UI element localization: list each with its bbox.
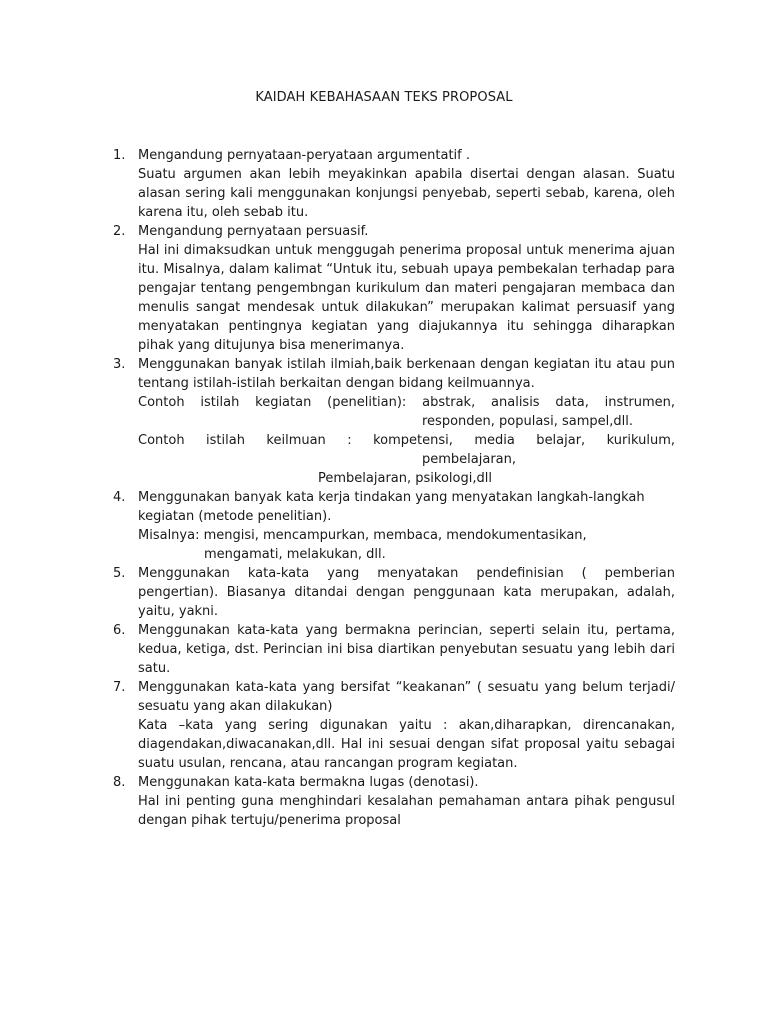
item-number: 8. (113, 775, 126, 790)
kegiatan-examples: Contoh istilah kegiatan (penelitian): abstrak, analisis data, instrumen, (138, 395, 675, 410)
list-item-2 (113, 222, 675, 355)
item-heading: Menggunakan kata-kata bermakna lugas (denotasi). (138, 775, 479, 790)
item-heading: Menggunakan kata-kata yang bersifat “keakanan” ( sesuatu yang belum terjadi/ sesuatu yang akan dilakukan) (138, 680, 675, 714)
keilmuan-examples: Contoh istilah keilmuan : kompetensi, media belajar, kurikulum, (138, 433, 675, 448)
item-text: Hal ini dimaksudkan untuk menggugah penerima proposal untuk menerima ajuan itu. Misalnya, dalam kalimat “Untuk itu, sebuah upaya pembekalan terhadap para pengajar tentang pengembngan kurikulum dan materi pengajaran membaca dan menulis sangat mendesak untuk dilakukan” merupakan kalimat persuasif yang menyatakan pentingnya kegiatan yang diajukannya itu sehingga diharapkan pihak yang ditujunya bisa menerimanya. (138, 243, 675, 353)
item-number: 5. (113, 566, 126, 581)
keilmuan-examples-cont2: Pembelajaran, psikologi,dll (318, 471, 492, 486)
item-number: 4. (113, 490, 126, 505)
item-heading: Mengandung pernyataan persuasif. (138, 224, 369, 239)
item-number: 6. (113, 623, 126, 638)
verb-examples-cont: mengamati, melakukan, dll. (204, 547, 386, 562)
item-text: Suatu argumen akan lebih meyakinkan apabila disertai dengan alasan. Suatu alasan sering kali menggunakan konjungsi penyebab, seperti sebab, karena, oleh karena itu, oleh sebab itu. (138, 167, 675, 220)
verb-examples: Misalnya: mengisi, mencampurkan, membaca, mendokumentasikan, (138, 528, 587, 543)
item-heading: Mengandung pernyataan-peryataan argumentatif . (138, 148, 470, 163)
item-body (138, 773, 675, 830)
item-body (138, 678, 675, 773)
item-heading: Menggunakan kata-kata yang bermakna perincian, seperti selain itu, pertama, kedua, ketiga, dst. Perincian ini bisa diartikan penyebutan sesuatu yang lebih dari satu. (138, 623, 675, 676)
item-text: Kata –kata yang sering digunakan yaitu : akan,diharapkan, direncanakan, diagendakan,diwacanakan,dll. Hal ini sesuai dengan sifat proposal yaitu sebagai suatu usulan, rencana, atau rancangan program kegiatan. (138, 718, 675, 771)
list-item-7 (113, 678, 675, 773)
rules-list (113, 146, 675, 830)
list-item-5 (113, 564, 675, 621)
list-item-6 (113, 621, 675, 678)
item-number: 7. (113, 680, 126, 695)
item-text: Hal ini penting guna menghindari kesalahan pemahaman antara pihak pengusul dengan pihak tertuju/penerima proposal (138, 794, 675, 828)
item-body (138, 621, 675, 678)
item-body (138, 488, 675, 564)
list-item-8 (113, 773, 675, 830)
kegiatan-examples-cont: responden, populasi, sampel,dll. (422, 414, 633, 429)
item-heading: Menggunakan banyak istilah ilmiah,baik berkenaan dengan kegiatan itu atau pun tentang istilah-istilah berkaitan dengan bidang keilmuannya. (138, 357, 675, 391)
document-title: KAIDAH KEBAHASAAN TEKS PROPOSAL (255, 90, 513, 105)
keilmuan-examples-cont: pembelajaran, (422, 452, 517, 467)
list-item-4 (113, 488, 675, 564)
item-number: 1. (113, 148, 126, 163)
item-number: 2. (113, 224, 126, 239)
item-body (138, 564, 675, 621)
item-body (138, 146, 675, 222)
item-heading: Menggunakan banyak kata kerja tindakan yang menyatakan langkah-langkah kegiatan (metode penelitian). (138, 490, 645, 524)
item-body (138, 355, 675, 488)
list-item-1 (113, 146, 675, 222)
item-number: 3. (113, 357, 126, 372)
item-body (138, 222, 675, 355)
list-item-3 (113, 355, 675, 488)
item-heading: Menggunakan kata-kata yang menyatakan pendefinisian ( pemberian pengertian). Biasanya ditandai dengan penggunaan kata merupakan, adalah, yaitu, yakni. (138, 566, 675, 619)
